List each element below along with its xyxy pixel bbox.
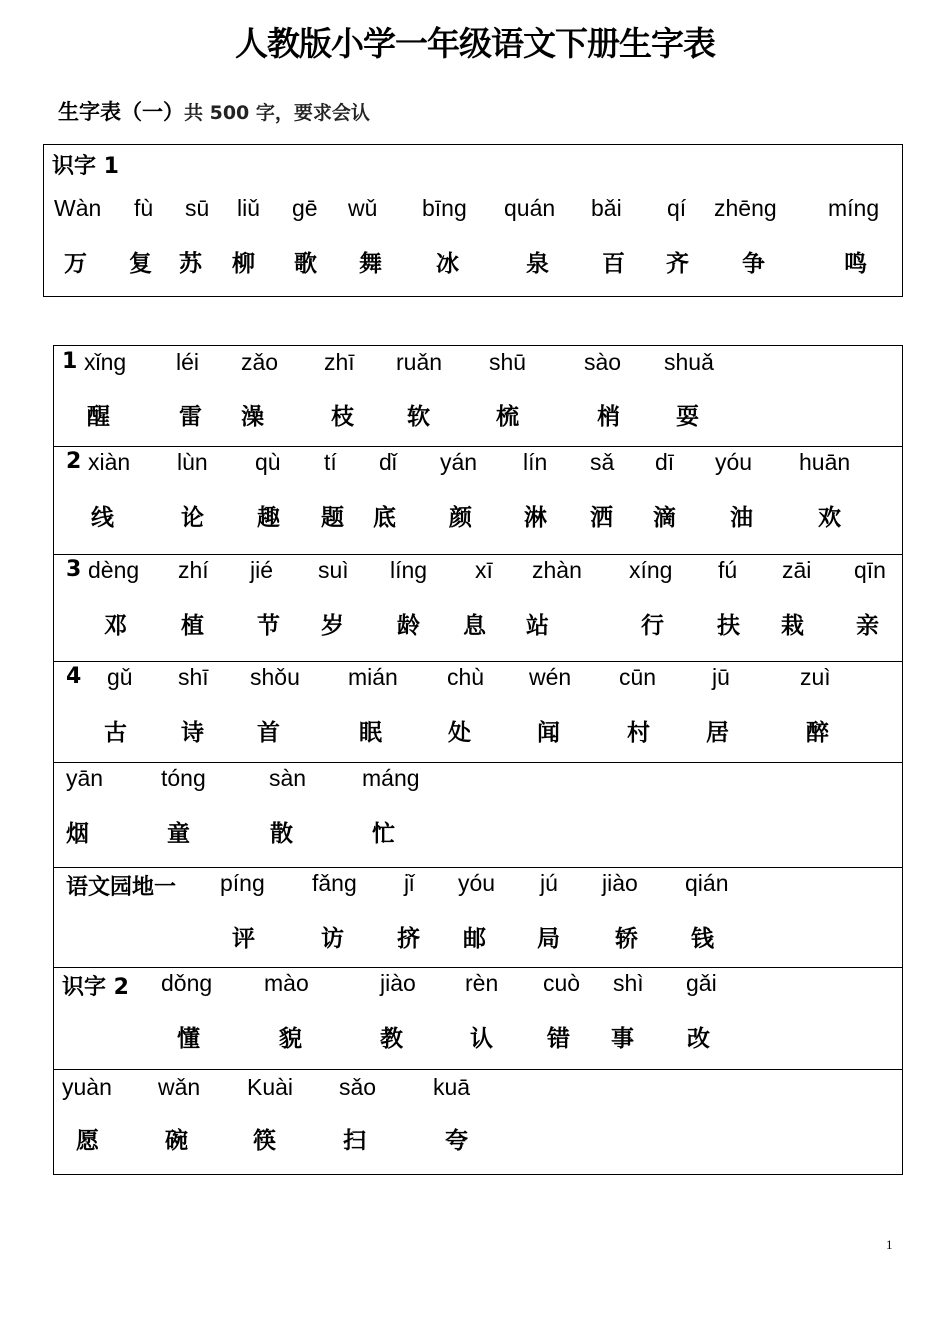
pinyin: Wàn	[54, 195, 102, 221]
hanzi-character: 醒	[87, 404, 110, 430]
hanzi-character: 耍	[676, 404, 699, 430]
pinyin: gǔ	[107, 664, 133, 690]
pinyin: sàn	[269, 765, 307, 791]
table-row	[54, 1069, 902, 1176]
table-row	[54, 554, 902, 661]
pinyin: kuā	[433, 1074, 471, 1100]
pinyin: jiào	[602, 870, 638, 896]
row-label: 4	[66, 664, 82, 689]
page-number: 1	[886, 1237, 893, 1252]
hanzi-character: 邓	[104, 613, 127, 639]
hanzi-character: 貌	[279, 1026, 302, 1052]
pinyin: quán	[504, 195, 556, 221]
table-subtitle	[58, 96, 370, 126]
page-title: 人教版小学一年级语文下册生字表	[235, 24, 715, 63]
subtitle-main: 生字表（一）	[58, 100, 184, 124]
hanzi-character: 烟	[66, 821, 89, 847]
pinyin: lùn	[177, 449, 208, 475]
pinyin: dī	[655, 449, 675, 475]
pinyin: dǒng	[161, 970, 213, 996]
pinyin: zuì	[800, 664, 831, 690]
row-label: 2	[66, 449, 82, 474]
pinyin: dǐ	[379, 449, 397, 475]
pinyin: mián	[348, 664, 398, 690]
hanzi-character: 评	[232, 926, 255, 952]
hanzi-character: 村	[627, 720, 650, 746]
pinyin: líng	[390, 557, 428, 583]
hanzi-character: 颜	[449, 505, 472, 531]
hanzi-character: 局	[537, 926, 560, 952]
pinyin: zhī	[324, 349, 355, 375]
hanzi-character: 澡	[241, 404, 264, 430]
hanzi-character: 错	[547, 1026, 570, 1052]
pinyin: liǔ	[237, 195, 261, 221]
hanzi-character: 油	[730, 505, 753, 531]
pinyin: shū	[489, 349, 527, 375]
pinyin: gē	[292, 195, 318, 221]
pinyin: jú	[540, 870, 558, 896]
hanzi-character: 扫	[343, 1128, 366, 1154]
pinyin: fǎng	[312, 870, 357, 896]
hanzi-character: 首	[257, 720, 280, 746]
table-row	[54, 762, 902, 867]
pinyin: sǎo	[339, 1074, 377, 1100]
hanzi-character: 雷	[179, 404, 202, 430]
hanzi-character: 苏	[179, 251, 202, 277]
hanzi-character: 散	[270, 821, 293, 847]
table-row	[54, 867, 902, 967]
pinyin: qīn	[854, 557, 886, 583]
hanzi-character: 栽	[781, 613, 804, 639]
pinyin: wǎn	[158, 1074, 201, 1100]
pinyin: jiào	[380, 970, 416, 996]
hanzi-character: 闻	[537, 720, 560, 746]
pinyin: gǎi	[686, 970, 717, 996]
hanzi-character: 洒	[590, 505, 613, 531]
row-label: 语文园地一	[66, 875, 177, 900]
pinyin: fù	[134, 195, 154, 221]
pinyin: yán	[440, 449, 478, 475]
pinyin: lín	[523, 449, 548, 475]
hanzi-character: 题	[321, 505, 344, 531]
hanzi-character: 底	[373, 505, 396, 531]
pinyin: sǎ	[590, 449, 615, 475]
row-label: 识字 2	[62, 975, 129, 1000]
pinyin: yóu	[715, 449, 753, 475]
pinyin: jǐ	[404, 870, 415, 896]
pinyin: tí	[324, 449, 337, 475]
pinyin: zǎo	[241, 349, 279, 375]
hanzi-character: 欢	[818, 505, 841, 531]
hanzi-character: 事	[611, 1026, 634, 1052]
subtitle-note: 共 500 字，要求会认	[184, 102, 370, 124]
pinyin: ruǎn	[396, 349, 443, 375]
pinyin: cūn	[619, 664, 657, 690]
pinyin: shī	[178, 664, 209, 690]
pinyin: xī	[475, 557, 493, 583]
pinyin: suì	[318, 557, 349, 583]
pinyin: xiàn	[88, 449, 131, 475]
hanzi-character: 鸣	[844, 251, 867, 277]
hanzi-character: 节	[257, 613, 280, 639]
pinyin: sào	[584, 349, 622, 375]
hanzi-character: 改	[687, 1026, 710, 1052]
pinyin: zāi	[782, 557, 812, 583]
hanzi-character: 梳	[496, 404, 519, 430]
hanzi-character: 软	[407, 404, 430, 430]
hanzi-character: 邮	[463, 926, 486, 952]
pinyin: qí	[667, 195, 687, 221]
hanzi-character: 论	[181, 505, 204, 531]
pinyin: míng	[828, 195, 880, 221]
table-box-1	[43, 144, 903, 297]
hanzi-character: 舞	[359, 251, 382, 277]
table-box-2	[53, 345, 903, 1175]
pinyin: máng	[362, 765, 420, 791]
row-label: 识字 1	[52, 154, 119, 179]
hanzi-character: 龄	[397, 613, 420, 639]
pinyin: píng	[220, 870, 265, 896]
hanzi-character: 亲	[856, 613, 879, 639]
hanzi-character: 植	[181, 613, 204, 639]
hanzi-character: 醉	[806, 720, 829, 746]
pinyin: dèng	[88, 557, 140, 583]
hanzi-character: 诗	[181, 720, 204, 746]
pinyin: cuò	[543, 970, 581, 996]
hanzi-character: 处	[448, 720, 471, 746]
hanzi-character: 扶	[717, 613, 740, 639]
hanzi-character: 挤	[397, 926, 420, 952]
hanzi-character: 筷	[253, 1128, 276, 1154]
table-row	[54, 967, 902, 1069]
hanzi-character: 枝	[331, 404, 354, 430]
hanzi-character: 滴	[653, 505, 676, 531]
hanzi-character: 冰	[436, 251, 459, 277]
hanzi-character: 柳	[232, 251, 255, 277]
pinyin: bǎi	[591, 195, 622, 221]
pinyin: xíng	[629, 557, 673, 583]
pinyin: rèn	[465, 970, 499, 996]
pinyin: shǒu	[250, 664, 300, 690]
pinyin: wǔ	[348, 195, 378, 221]
hanzi-character: 息	[463, 613, 486, 639]
pinyin: zhí	[178, 557, 209, 583]
hanzi-character: 趣	[257, 505, 280, 531]
hanzi-character: 忙	[372, 821, 395, 847]
pinyin: wén	[529, 664, 572, 690]
hanzi-character: 懂	[177, 1026, 200, 1052]
table-row	[54, 346, 902, 446]
pinyin: yuàn	[62, 1074, 112, 1100]
row-label: 1	[62, 349, 78, 374]
pinyin: zhēng	[714, 195, 777, 221]
hanzi-character: 愿	[76, 1128, 99, 1154]
pinyin: chù	[447, 664, 485, 690]
pinyin: léi	[176, 349, 200, 375]
table-row	[44, 145, 902, 296]
pinyin: mào	[264, 970, 309, 996]
hanzi-character: 歌	[294, 251, 317, 277]
hanzi-character: 争	[742, 251, 765, 277]
hanzi-character: 轿	[615, 926, 638, 952]
pinyin: fú	[718, 557, 738, 583]
hanzi-character: 齐	[666, 251, 689, 277]
pinyin: huān	[799, 449, 851, 475]
pinyin: jū	[712, 664, 730, 690]
hanzi-character: 教	[380, 1026, 403, 1052]
pinyin: qián	[685, 870, 729, 896]
pinyin: jié	[250, 557, 274, 583]
pinyin: yóu	[458, 870, 496, 896]
table-row	[54, 446, 902, 554]
row-label: 3	[66, 557, 82, 582]
hanzi-character: 万	[64, 251, 87, 277]
pinyin: tóng	[161, 765, 206, 791]
hanzi-character: 访	[321, 926, 344, 952]
hanzi-character: 夸	[445, 1128, 468, 1154]
pinyin: bīng	[422, 195, 467, 221]
hanzi-character: 认	[470, 1026, 493, 1052]
hanzi-character: 居	[706, 720, 729, 746]
pinyin: Kuài	[247, 1074, 294, 1100]
pinyin: sū	[185, 195, 210, 221]
hanzi-character: 童	[167, 821, 190, 847]
hanzi-character: 碗	[165, 1128, 188, 1154]
hanzi-character: 眠	[359, 720, 382, 746]
pinyin: shì	[613, 970, 644, 996]
table-row	[54, 661, 902, 762]
pinyin: shuǎ	[664, 349, 714, 375]
hanzi-character: 梢	[597, 404, 620, 430]
hanzi-character: 泉	[526, 251, 549, 277]
pinyin: yān	[66, 765, 104, 791]
hanzi-character: 淋	[524, 505, 547, 531]
hanzi-character: 行	[641, 613, 664, 639]
hanzi-character: 古	[104, 720, 127, 746]
pinyin: qù	[255, 449, 281, 475]
pinyin: xǐng	[84, 349, 127, 375]
hanzi-character: 复	[129, 251, 152, 277]
pinyin: zhàn	[532, 557, 582, 583]
hanzi-character: 岁	[321, 613, 344, 639]
hanzi-character: 线	[91, 505, 114, 531]
hanzi-character: 站	[526, 613, 549, 639]
hanzi-character: 百	[602, 251, 625, 277]
hanzi-character: 钱	[691, 926, 714, 952]
